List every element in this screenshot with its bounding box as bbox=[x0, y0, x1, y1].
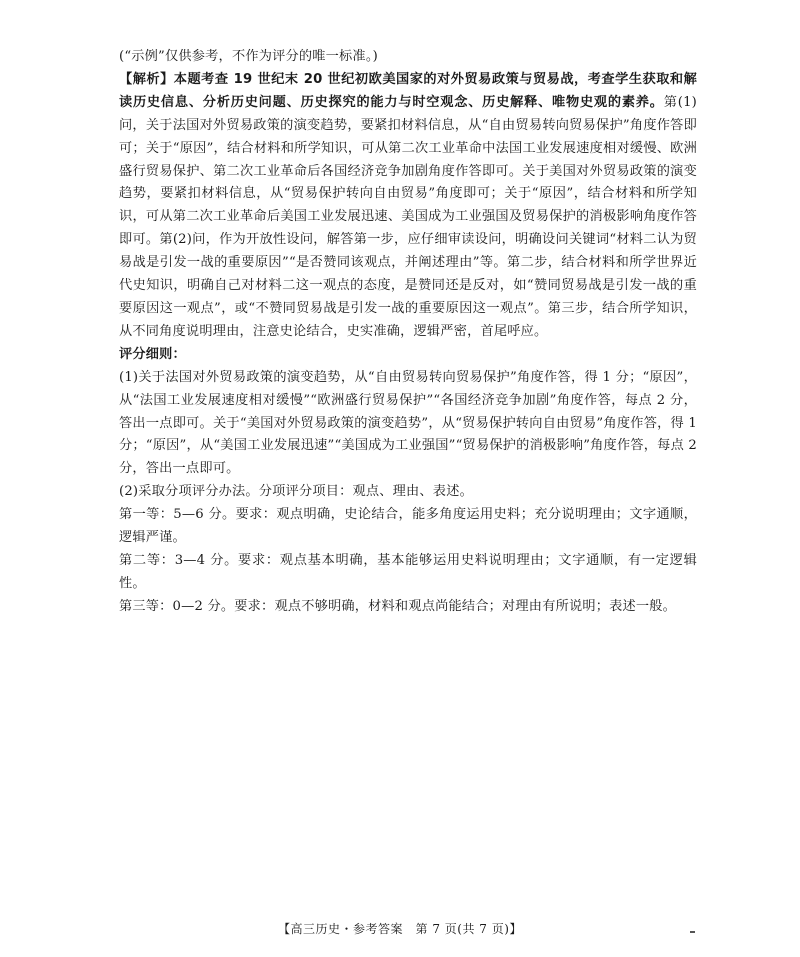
analysis-label: 【解析】 bbox=[119, 71, 174, 87]
analysis-paragraph bbox=[119, 69, 697, 344]
analysis-intro: 本题考查 19 世纪末 20 世纪初欧美国家的对外贸易政策与贸易战，考查学生获取和解读历史信息、分析历史问题、历史探究的能力与时空观念、历史解释、唯物史观的素养。 bbox=[119, 71, 697, 110]
scoring-item-1: (1)关于法国对外贸易政策的演变趋势，从“自由贸易转向贸易保护”角度作答，得 1 分；“原因”，从“法国工业发展速度相对缓慢”“欧洲盛行贸易保护”“各国经济竞争加剧”角度作答，每点 2 分，答出一点即可。关于“美国对外贸易政策的演变趋势”，从“贸易保护转向自由贸易”角度作答，得 1 分；“原因”，从“美国工业发展迅速”“美国成为工业强国”“贸易保护的消极影响”角度作答，每点 2 分，答出一点即可。 bbox=[119, 369, 697, 477]
page-footer: 【高三历史・参考答案 第 7 页(共 7 页)】 bbox=[278, 922, 522, 936]
grade-level-2: 第二等：3—4 分。要求：观点基本明确，基本能够运用史料说明理由；文字通顺，有一定逻辑性。 bbox=[119, 552, 697, 591]
grade-level-3: 第三等：0—2 分。要求：观点不够明确，材料和观点尚能结合；对理由有所说明；表述一般。 bbox=[119, 598, 677, 614]
corner-mark bbox=[690, 931, 695, 933]
answer-content bbox=[119, 46, 697, 619]
analysis-body: 第(1)问，关于法国对外贸易政策的演变趋势，要紧扣材料信息，从“自由贸易转向贸易保护”角度作答即可；关于“原因”，结合材料和所学知识，可从第二次工业革命中法国工业发展速度相对缓慢、欧洲盛行贸易保护、第二次工业革命后各国经济竞争加剧角度作答即可。关于美国对外贸易政策的演变趋势，要紧扣材料信息，从“贸易保护转向自由贸易”角度即可；关于“原因”，结合材料和所学知识，可从第二次工业革命后美国工业发展迅速、美国成为工业强国及贸易保护的消极影响角度作答即可。第(2)问，作为开放性设问，解答第一步，应仔细审读设问，明确设问关键词“材料二认为贸易战是引发一战的重要原因”“是否赞同该观点，并阐述理由”等。第二步，结合材料和所学世界近代史知识，明确自己对材料二这一观点的态度，是赞同还是反对，如“赞同贸易战是引发一战的重要原因这一观点”，或“不赞同贸易战是引发一战的重要原因这一观点”。第三步，结合所学知识，从不同角度说明理由，注意史论结合，史实准确，逻辑严密，首尾呼应。 bbox=[119, 94, 697, 339]
note-line: (“示例”仅供参考，不作为评分的唯一标准。) bbox=[119, 49, 378, 64]
scoring-item-2: (2)采取分项评分办法。分项评分项目：观点、理由、表述。 bbox=[119, 484, 473, 500]
grade-level-1: 第一等：5—6 分。要求：观点明确，史论结合，能多角度运用史料；充分说明理由；文字通顺，逻辑严谨。 bbox=[119, 507, 697, 546]
scoring-title: 评分细则： bbox=[119, 346, 186, 362]
